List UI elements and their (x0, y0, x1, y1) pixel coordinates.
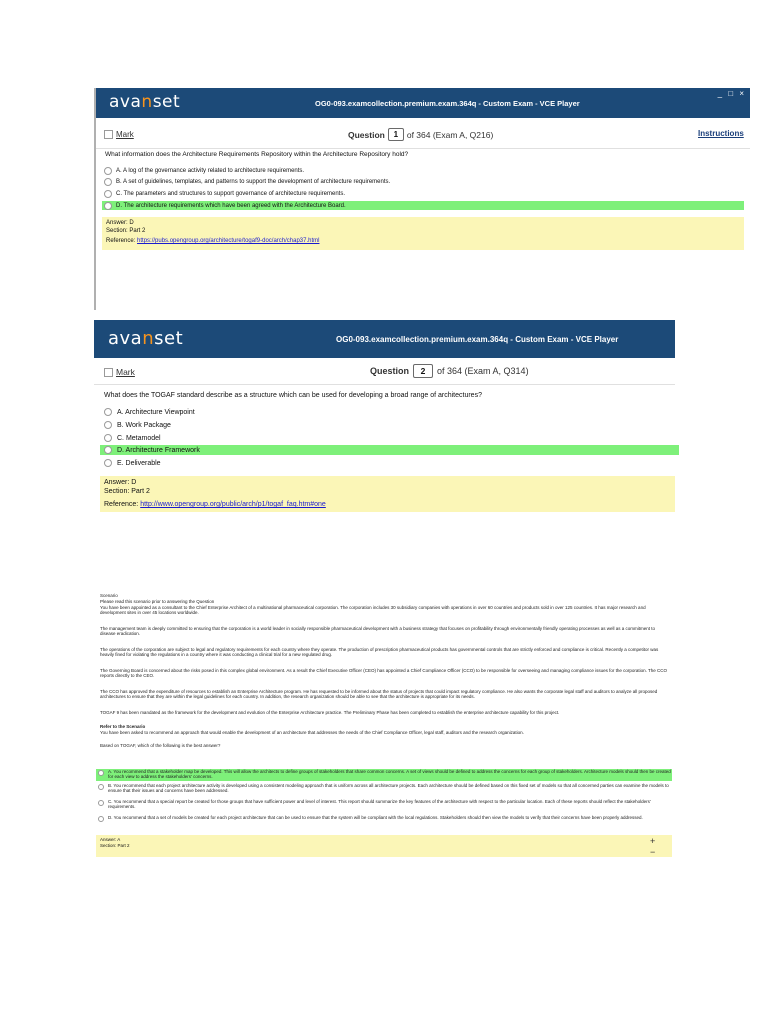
instructions-link[interactable]: Instructions (698, 129, 744, 138)
radio-icon[interactable] (104, 202, 112, 210)
avanset-logo: avanset (108, 328, 184, 349)
option-label: A. A log of the governance activity related to architecture requirements. (116, 167, 305, 174)
radio-icon[interactable] (98, 770, 104, 776)
scenario-heading: Scenario (100, 593, 118, 598)
option-label: C. Metamodel (117, 434, 161, 442)
title-bar (96, 88, 750, 118)
scenario-paragraph: You have been appointed as a consultant to the Chief Enterprise Architect of a multinational pharmaceutical corporation. The corporation includes 30 subsidiary companies with operations in over 60 countries and products sold in over 125 countries. It has major research and development sites in over 45 locations worldwide. (100, 605, 646, 616)
option-d[interactable] (100, 445, 679, 455)
question-label: Question (370, 366, 410, 376)
reference-label: Reference: (106, 238, 136, 244)
question-toolbar (96, 118, 750, 149)
question-text: What does the TOGAF standard describe as a structure which can be used for developing a broad range of architectures? (104, 392, 482, 399)
radio-icon[interactable] (104, 459, 112, 467)
avanset-logo: avanset (109, 92, 181, 112)
section-line: Section: Part 2 (104, 488, 150, 495)
option-label: C. The parameters and structures to support governance of architecture requirements. (116, 190, 346, 197)
question-number-input[interactable]: 1 (388, 128, 404, 141)
scenario-paragraph: TOGAF 9 has been mandated as the framework for the development and evolution of the Enterprise Architecture practice. The Preliminary Phase has been completed to establish the enterprise architecture capability for this project. (100, 710, 560, 715)
scenario-paragraph: The Governing Board is concerned about the risks posed in this complex global environment. As a result the Chief Executive Officer (CEO) has appointed a Chief Compliance Officer (CCO) to be responsible for overseeing and managing compliance issues for the corporation. The CCO reports directly to the CEO. (100, 668, 668, 679)
mark-checkbox[interactable] (104, 130, 134, 139)
question-of-text: of 364 (Exam A, Q314) (437, 366, 529, 376)
question-number-input[interactable]: 2 (413, 364, 433, 378)
scenario-intro: Please read this scenario prior to answering the Question (100, 599, 215, 604)
option-label: E. Deliverable (117, 459, 161, 467)
radio-icon[interactable] (104, 434, 112, 442)
answer-box (100, 476, 675, 512)
option-label: D. The architecture requirements which have been agreed with the Architecture Board. (116, 202, 346, 209)
question-toolbar (94, 358, 675, 385)
radio-icon[interactable] (104, 421, 112, 429)
option-c[interactable] (96, 799, 672, 810)
option-d[interactable] (102, 201, 744, 210)
question-of-text: of 364 (Exam A, Q216) (406, 129, 494, 140)
option-d[interactable] (96, 815, 672, 822)
scenario-paragraph: The CCO has approved the expenditure of resources to establish an Enterprise Architecture program. He has requested to be informed about the status of projects that could impact regulatory compliance. He also wants the corporate legal staff and auditors to analyze all proposed architectures to ensure that they are within the legal guidelines for each country. In addition, the research organization should be able to see that the architecture is appropriate for its needs. (100, 689, 658, 700)
question-label: Question (348, 129, 385, 140)
checkbox-icon[interactable] (104, 368, 113, 377)
question-navigator (370, 364, 529, 378)
reference-link[interactable]: http://www.opengroup.org/public/arch/p1/togaf_faq.htm#one (140, 501, 326, 508)
answer-line: Answer: D (106, 220, 134, 226)
question-text: What information does the Architecture Requirements Repository within the Architecture Repository hold? (105, 151, 409, 158)
exam-window-2 (94, 320, 675, 512)
radio-icon[interactable] (104, 167, 112, 175)
zoom-in-icon[interactable]: + (650, 836, 656, 846)
radio-icon[interactable] (98, 784, 104, 790)
section-line: Section: Part 2 (100, 842, 130, 848)
option-a[interactable] (104, 166, 704, 175)
option-label: A. You recommend that a stakeholder map be developed. This will allow the architects to define groups of stakeholders that share common concerns. A set of views should be defined to address the concerns for each group of stakeholders. Architecture models should then be created for each view to address the stakeholders' concerns. (108, 769, 671, 780)
window-title: OG0-093.examcollection.premium.exam.364q - Custom Exam - VCE Player (315, 99, 580, 108)
option-label: A. Architecture Viewpoint (117, 408, 195, 416)
radio-icon[interactable] (104, 190, 112, 198)
title-bar (94, 320, 675, 358)
window-title: OG0-093.examcollection.premium.exam.364q - Custom Exam - VCE Player (336, 335, 619, 344)
option-b[interactable] (96, 783, 672, 794)
radio-icon[interactable] (98, 800, 104, 806)
scenario-prompt: Based on TOGAF, which of the following is the best answer? (100, 743, 221, 748)
exam-window-1 (94, 88, 750, 310)
option-c[interactable] (104, 189, 704, 198)
section-line: Section: Part 2 (106, 228, 146, 234)
radio-icon[interactable] (104, 446, 112, 454)
radio-icon[interactable] (98, 816, 104, 822)
mark-label: Mark (116, 367, 135, 377)
scenario-paragraph: The management team is deeply committed to ensuring that the corporation is a world leader in socially responsible pharmaceutical development with a business strategy that focuses on profitability through environmentally friendly operating processes as well as a commitment to disease eradication. (100, 626, 656, 637)
reference-label: Reference: (104, 501, 139, 508)
option-b[interactable] (104, 420, 664, 430)
option-label: D. You recommend that a set of models be created for each project architecture that can be used to ensure that the system will be compliant with the local regulations. Stakeholders should then view the models to verify that their concerns have been properly addressed. (108, 815, 643, 820)
window-controls[interactable]: _ □ × (717, 89, 746, 98)
option-label: D. Architecture Framework (117, 446, 200, 454)
mark-label: Mark (116, 130, 134, 139)
zoom-out-icon[interactable]: − (650, 847, 656, 857)
option-label: B. A set of guidelines, templates, and patterns to support the development of architecture requirements. (116, 178, 391, 185)
radio-icon[interactable] (104, 178, 112, 186)
option-label: B. You recommend that each project architecture activity is developed using a consistent modeling approach that is uniform across all architecture projects. Each architecture should be defined based on this fixed set of models so that all concerned parties can examine the models to ensure that their issues and concerns have been addressed. (108, 783, 669, 794)
answer-box (96, 835, 672, 857)
option-label: B. Work Package (117, 421, 171, 429)
answer-box (102, 217, 744, 250)
scenario-task: You have been asked to recommend an approach that would enable the development of an architecture that addresses the needs of the Chief Compliance Officer, legal staff, auditors and the research organization. (100, 730, 524, 735)
mark-checkbox[interactable] (104, 367, 135, 377)
answer-line: Answer: D (104, 479, 137, 486)
scenario-paragraph: The operations of the corporation are subject to legal and regulatory requirements for each country where they operate. The production of prescription pharmaceutical products has governmental controls that are strictly enforced and compliance is critical. Recently a competitor was heavily fined for violating the regulations in a country where it was conducting a clinical trial for a new regulated drug. (100, 647, 659, 658)
radio-icon[interactable] (104, 408, 112, 416)
option-label: C. You recommend that a special report be created for those groups that have sufficient power and level of interest. This report should summarize the key features of the architecture with respect to the particular location. Each of these reports should reflect the stakeholders' requirements. (108, 799, 651, 810)
checkbox-icon[interactable] (104, 130, 113, 139)
option-a[interactable] (96, 769, 672, 781)
answer-line: Answer: A (100, 837, 121, 842)
option-b[interactable] (104, 177, 704, 186)
option-c[interactable] (104, 433, 664, 443)
option-e[interactable] (104, 458, 664, 468)
question-navigator (348, 128, 493, 141)
reference-link[interactable]: https://pubs.opengroup.org/architecture/togaf9-doc/arch/chap37.html (137, 238, 320, 244)
option-a[interactable] (104, 407, 664, 417)
refer-heading: Refer to the Scenario (100, 724, 146, 729)
